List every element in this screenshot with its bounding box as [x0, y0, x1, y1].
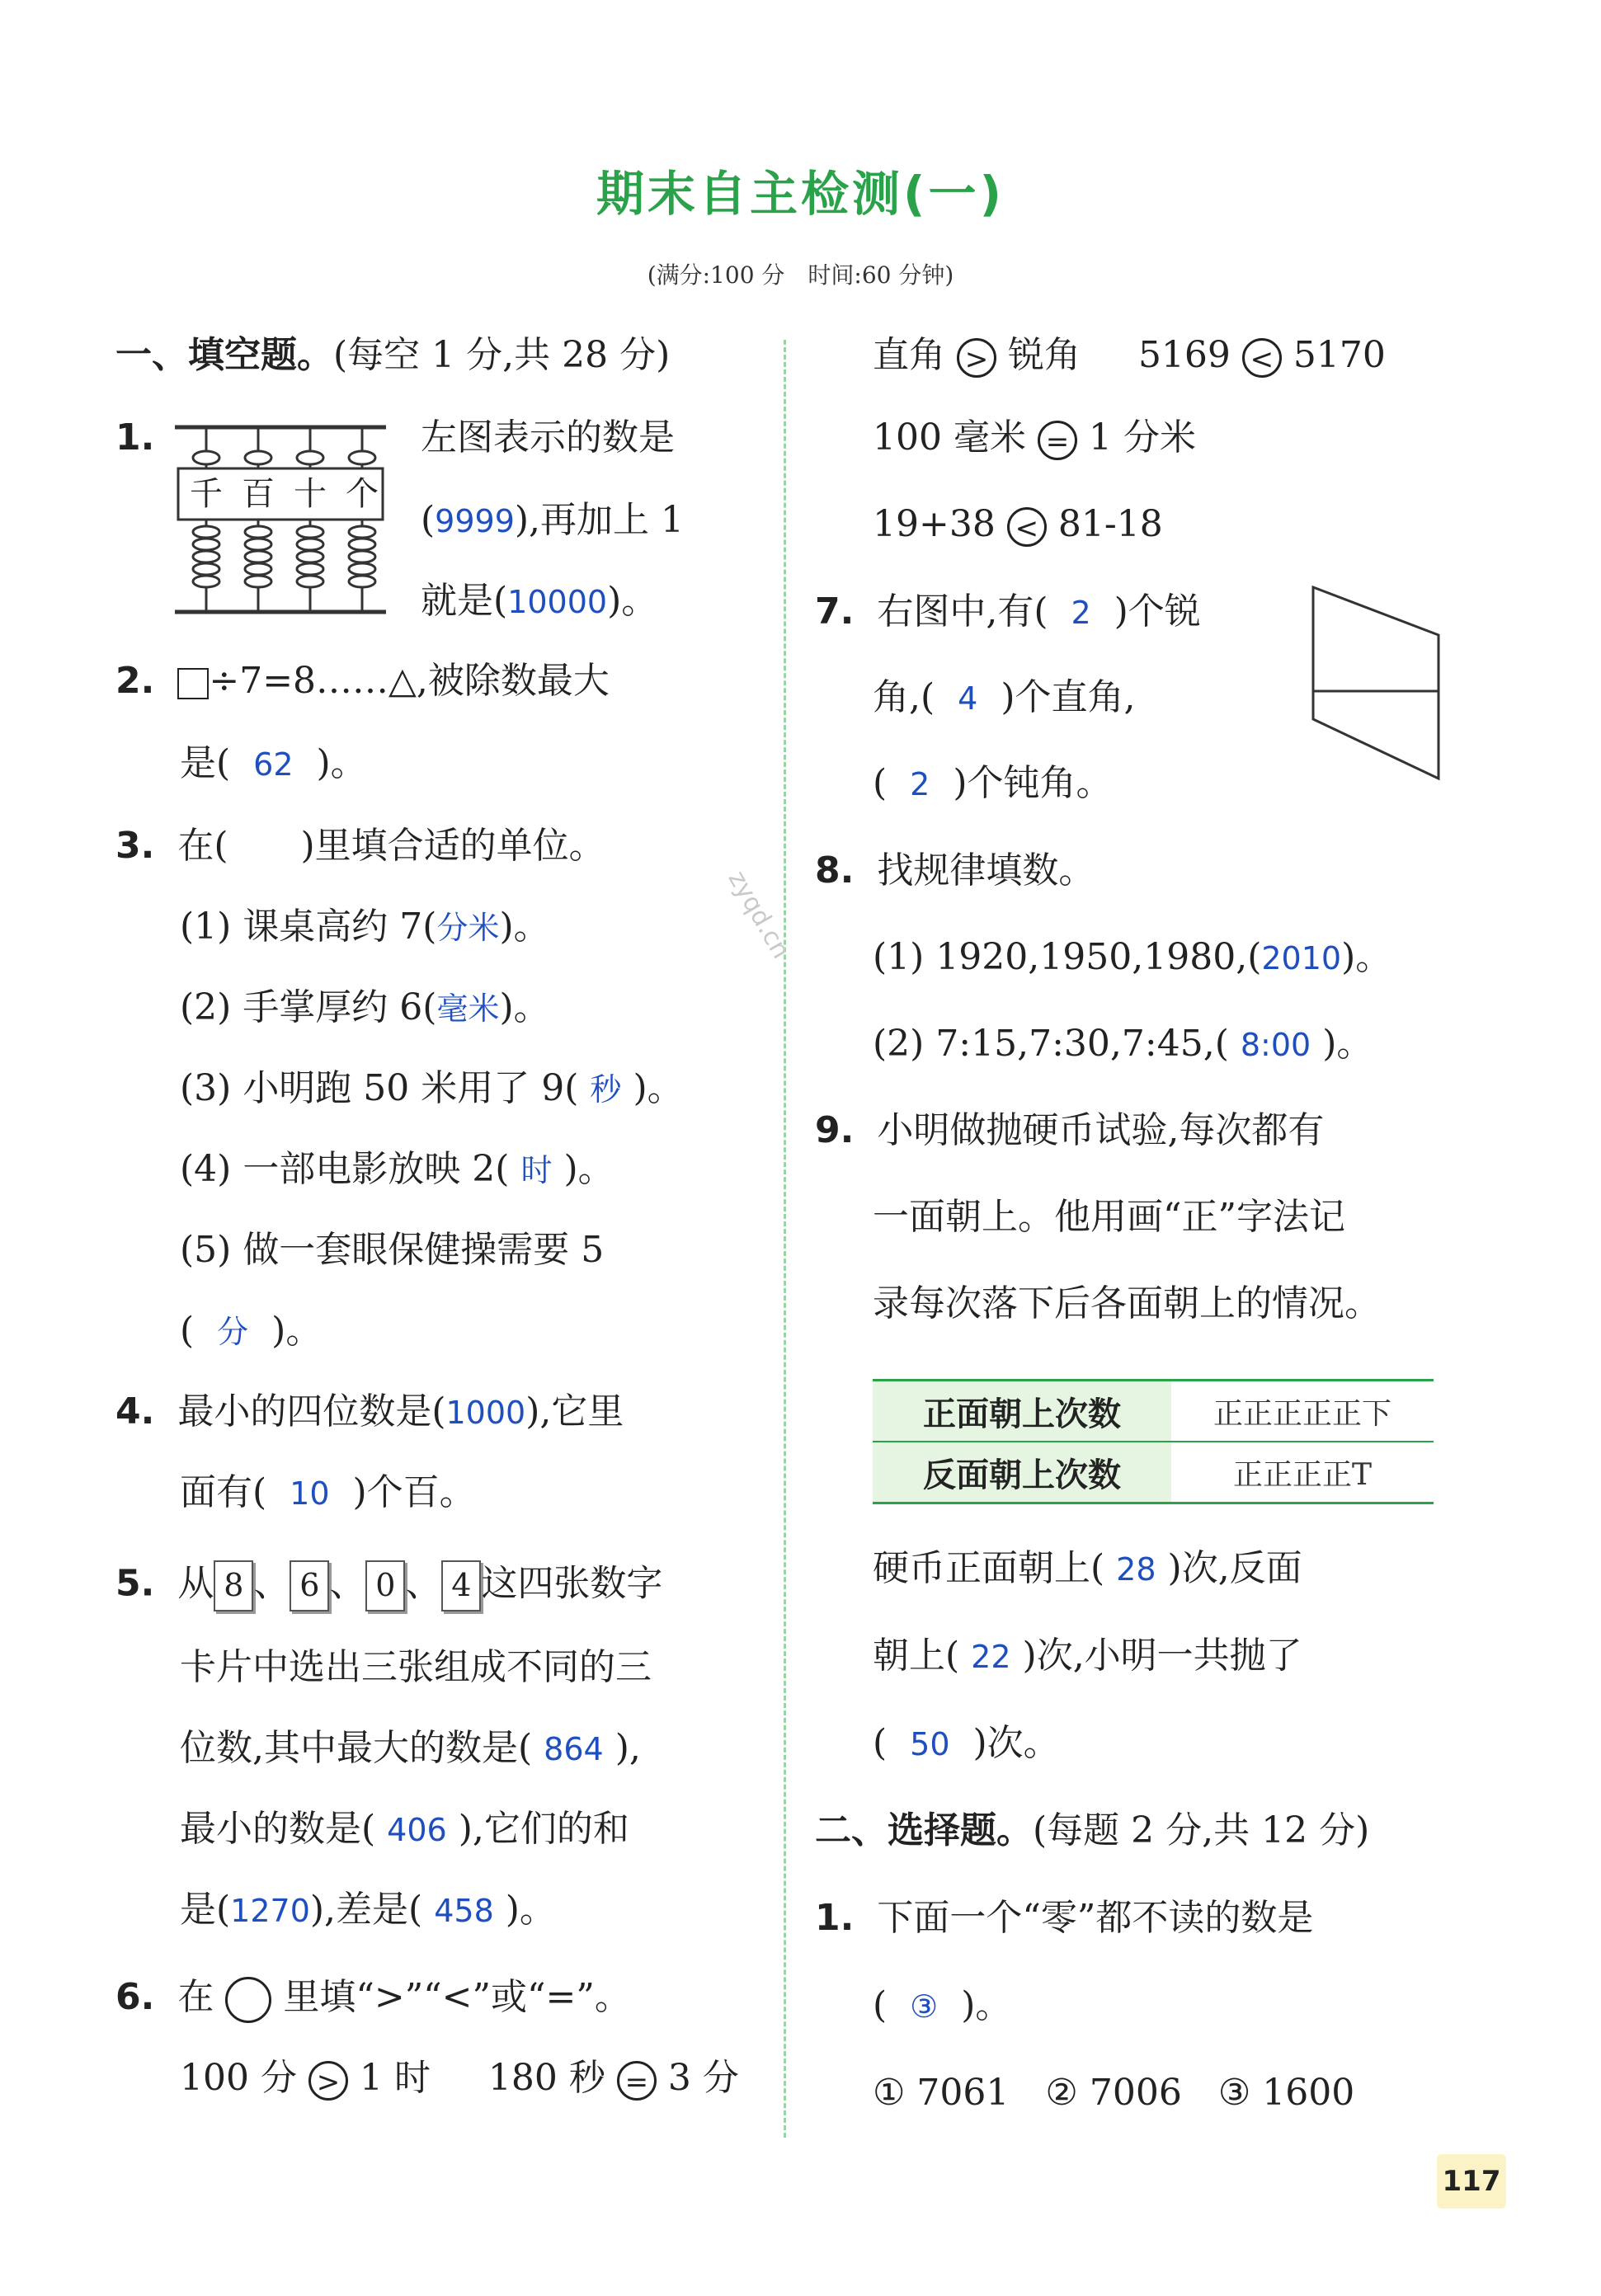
q7-answer-1[interactable]: 2	[1071, 595, 1091, 631]
q6-answer-3[interactable]: >	[957, 338, 996, 378]
q8-answer-2[interactable]: 8:00	[1240, 1027, 1311, 1063]
q5-line-5: 是(1270),差是( 458 )。	[180, 1889, 556, 1931]
table-label: 反面朝上次数	[873, 1442, 1171, 1503]
tally-marks: 正正正正正下	[1171, 1381, 1434, 1442]
q9-line-5: 朝上( 22 )次,小明一共抛了	[873, 1635, 1302, 1677]
q6-line-1: 6. 在 里填“>”“<”或“=”。	[115, 1976, 631, 2023]
q9-line-6: ( 50 )次。	[873, 1722, 1060, 1764]
q1-number: 1.	[115, 416, 155, 459]
q5-answer-4[interactable]: 458	[434, 1893, 494, 1929]
q4-line-1: 4. 最小的四位数是(1000),它里	[115, 1390, 624, 1433]
exam-info: (满分:100 分 时间:60 分钟)	[647, 261, 954, 289]
q2-answer[interactable]: 62	[253, 746, 294, 783]
q5-answer-2[interactable]: 406	[387, 1812, 447, 1848]
section1-label: 一、填空题。	[115, 334, 333, 376]
q1-answer-2[interactable]: 10000	[507, 584, 608, 620]
tally-marks: 正正正正T	[1232, 1457, 1372, 1492]
q3-item-3: (3) 小明跑 50 米用了 9( 秒 )。	[180, 1067, 684, 1109]
abacus-label-hundreds: 百	[242, 475, 275, 513]
q7-answer-3[interactable]: 2	[910, 766, 930, 802]
angle-figure	[1310, 584, 1442, 782]
column-divider	[784, 340, 786, 2138]
q1-text-1: 左图表示的数是	[421, 416, 675, 459]
q9-line-4: 硬币正面朝上( 28 )次,反面	[873, 1547, 1302, 1589]
q1-text-3: 就是(10000)。	[421, 580, 658, 622]
digit-card: 4	[441, 1560, 481, 1611]
s2q1-answer[interactable]: ③	[910, 1988, 939, 2025]
abacus-label-tens: 十	[294, 475, 327, 513]
q5-answer-1[interactable]: 864	[544, 1731, 604, 1767]
q9-line-2: 一面朝上。他用画“正”字法记	[873, 1196, 1345, 1238]
section2-note: (每题 2 分,共 12 分)	[1033, 1809, 1370, 1851]
q8-line-1: 8. 找规律填数。	[815, 849, 1095, 892]
q6-answer-5[interactable]: =	[1038, 421, 1077, 460]
table-label: 正面朝上次数	[873, 1381, 1171, 1442]
q6-answer-6[interactable]: <	[1007, 507, 1047, 547]
section1-header	[115, 334, 670, 378]
digit-card: 0	[365, 1560, 405, 1611]
section2-header	[815, 1809, 1369, 1853]
q3-answer-4[interactable]: 时	[520, 1152, 553, 1188]
q6-row-3: 100 毫米 = 1 分米	[873, 416, 1196, 459]
q6-row-4: 19+38 < 81-18	[873, 503, 1163, 545]
q2-line-2: 是( 62 )。	[180, 742, 367, 784]
abacus-label-thousands: 千	[190, 475, 223, 513]
s2q1-line-1: 1. 下面一个“零”都不读的数是	[815, 1897, 1314, 1939]
q3-item-1: (1) 课桌高约 7(分米)。	[180, 906, 550, 948]
table-row	[873, 1442, 1434, 1503]
abacus-figure	[173, 421, 388, 619]
s2q1-options: ① 7061 ② 7006 ③ 1600	[873, 2072, 1355, 2114]
q3-answer-2[interactable]: 毫米	[436, 990, 500, 1027]
q4-line-2: 面有( 10 )个百。	[180, 1471, 476, 1513]
q6-answer-2[interactable]: =	[617, 2061, 657, 2101]
digit-card: 6	[290, 1560, 329, 1611]
q5-line-4: 最小的数是( 406 ),它们的和	[180, 1808, 629, 1850]
q8-answer-1[interactable]: 2010	[1261, 940, 1342, 976]
q3-answer-1[interactable]: 分米	[436, 910, 500, 946]
q3-item-2: (2) 手掌厚约 6(毫米)。	[180, 986, 550, 1028]
page-title: 期末自主检测(一)	[596, 166, 1005, 222]
section1-note: (每空 1 分,共 28 分)	[333, 334, 671, 376]
q5-line-1: 5. 从 8 、 6 、 0 、 4 这四张数字	[115, 1560, 662, 1611]
q1-answer-1[interactable]: 9999	[435, 503, 515, 539]
q8-item-2: (2) 7:15,7:30,7:45,( 8:00 )。	[873, 1023, 1373, 1065]
q2-line-1: 2. ÷7=8……△,被除数最大	[115, 660, 610, 702]
circle-blank-icon	[225, 1977, 271, 2023]
table-row	[873, 1381, 1434, 1442]
q3-item-5: (5) 做一套眼保健操需要 5	[180, 1229, 605, 1271]
q8-item-1: (1) 1920,1950,1980,(2010)。	[873, 936, 1392, 978]
q9-answer-3[interactable]: 50	[910, 1726, 950, 1762]
q4-answer-1[interactable]: 1000	[445, 1395, 526, 1431]
abacus-label-ones: 个	[346, 475, 379, 513]
q7-line-3: ( 2 )个钝角。	[873, 762, 1113, 804]
q9-line-3: 录每次落下后各面朝上的情况。	[873, 1282, 1381, 1324]
q9-answer-2[interactable]: 22	[971, 1639, 1011, 1675]
q1-text-2: (9999),再加上 1	[421, 499, 685, 541]
page-number: 117	[1437, 2154, 1506, 2209]
q9-answer-1[interactable]: 28	[1116, 1551, 1156, 1588]
q7-answer-2[interactable]: 4	[958, 680, 978, 717]
watermark: zyqd.cn	[722, 866, 796, 964]
q5-answer-3[interactable]: 1270	[230, 1893, 310, 1929]
q5-line-3: 位数,其中最大的数是( 864 ),	[180, 1727, 641, 1769]
q6-row-1: 100 分 > 1 时 180 秒 = 3 分	[180, 2057, 739, 2099]
q6-answer-1[interactable]: >	[308, 2061, 348, 2101]
tally-table	[873, 1379, 1434, 1504]
q3-answer-3[interactable]: 秒	[590, 1071, 622, 1108]
digit-card: 8	[214, 1560, 253, 1611]
q3-item-5-cont: ( 分 )。	[180, 1310, 323, 1352]
blank-box-icon	[177, 668, 209, 699]
section2-label: 二、选择题。	[815, 1809, 1033, 1851]
q4-answer-2[interactable]: 10	[290, 1475, 330, 1512]
q7-line-2: 角,( 4 )个直角,	[873, 676, 1136, 718]
q3-item-4: (4) 一部电影放映 2( 时 )。	[180, 1148, 615, 1190]
q5-line-2: 卡片中选出三张组成不同的三	[180, 1646, 652, 1688]
q6-row-2: 直角 > 锐角 5169 < 5170	[873, 334, 1386, 376]
q3-answer-5[interactable]: 分	[217, 1314, 249, 1350]
q6-answer-4[interactable]: <	[1242, 338, 1282, 378]
s2q1-line-2: ( ③ )。	[873, 1984, 1012, 2026]
q7-line-1: 7. 右图中,有( 2 )个锐	[815, 590, 1201, 633]
q3-line-1: 3. 在( )里填合适的单位。	[115, 825, 605, 867]
q9-line-1: 9. 小明做抛硬币试验,每次都有	[815, 1109, 1325, 1151]
